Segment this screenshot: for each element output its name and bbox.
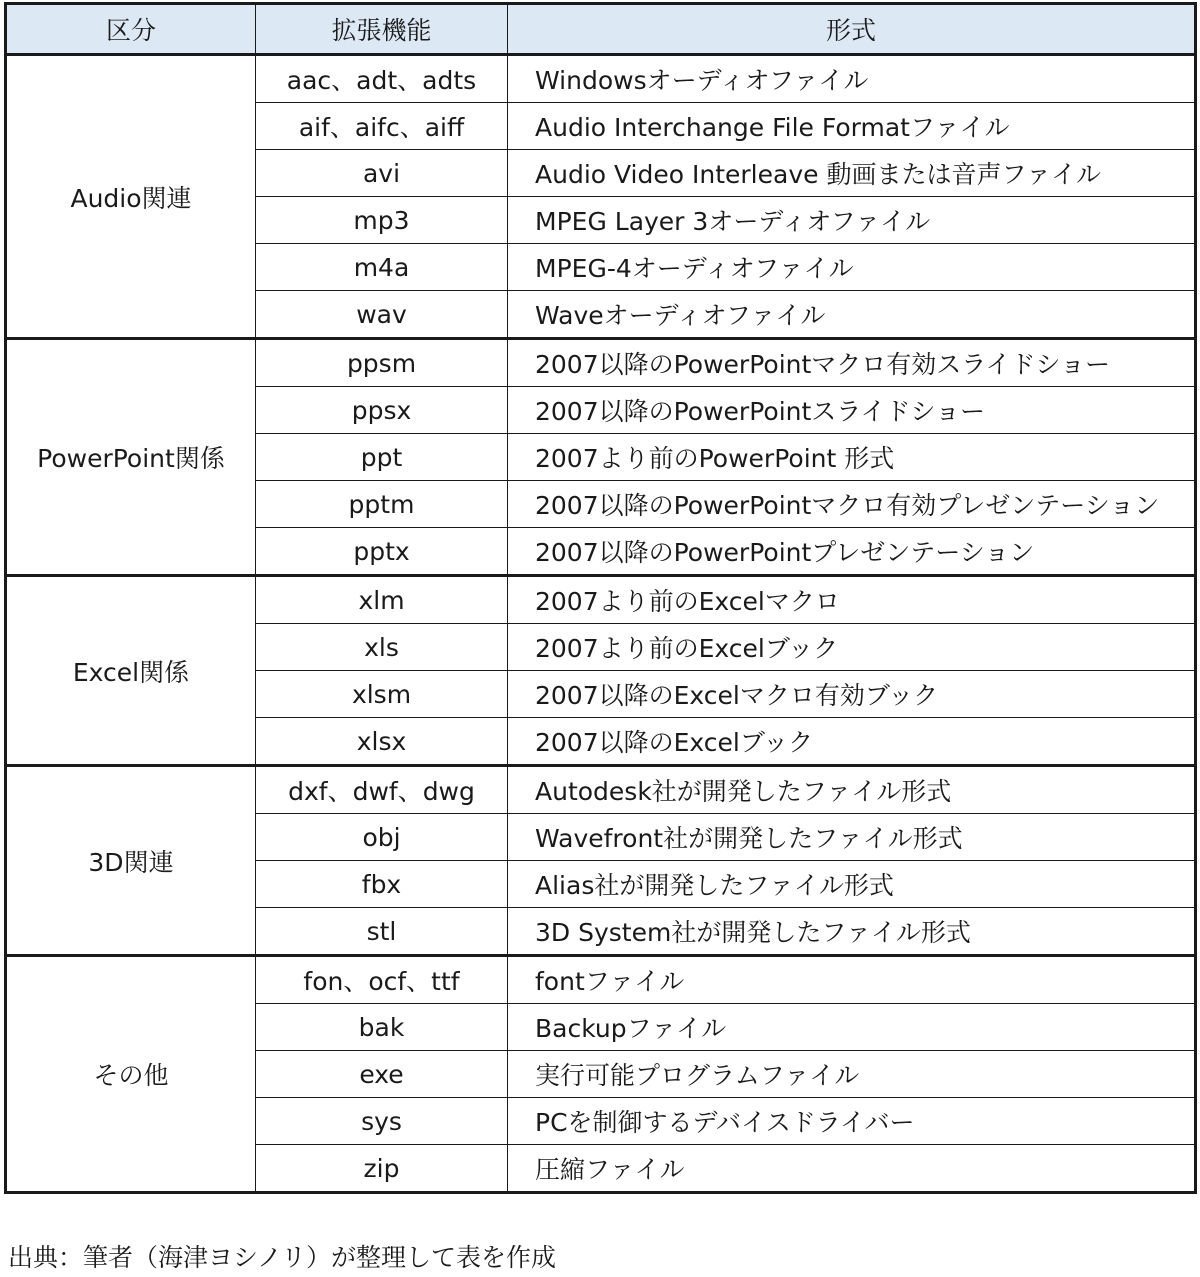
header-extension: 拡張機能 <box>256 4 508 55</box>
format-cell: MPEG Layer 3オーディオファイル <box>508 197 1196 244</box>
extension-cell: bak <box>256 1004 508 1051</box>
format-cell: MPEG-4オーディオファイル <box>508 244 1196 291</box>
format-cell: 2007以降のPowerPointマクロ有効スライドショー <box>508 339 1196 387</box>
category-cell: Excel関係 <box>6 576 256 766</box>
format-cell: 圧縮ファイル <box>508 1145 1196 1193</box>
extension-cell: xlsx <box>256 718 508 766</box>
format-cell: Backupファイル <box>508 1004 1196 1051</box>
format-cell: 2007より前のExcelブック <box>508 624 1196 671</box>
format-cell: 2007以降のPowerPointスライドショー <box>508 387 1196 434</box>
header-row <box>6 4 1196 55</box>
extension-cell: exe <box>256 1051 508 1098</box>
format-cell: Alias社が開発したファイル形式 <box>508 861 1196 908</box>
table-row <box>6 339 1196 387</box>
extension-cell: xls <box>256 624 508 671</box>
category-cell: PowerPoint関係 <box>6 339 256 576</box>
extension-cell: ppsx <box>256 387 508 434</box>
extension-cell: wav <box>256 291 508 339</box>
format-cell: Audio Video Interleave 動画または音声ファイル <box>508 150 1196 197</box>
extension-cell: sys <box>256 1098 508 1145</box>
header-category: 区分 <box>6 4 256 55</box>
format-cell: 2007以降のPowerPointプレゼンテーション <box>508 528 1196 576</box>
format-cell: Audio Interchange File Formatファイル <box>508 103 1196 150</box>
extension-cell: ppsm <box>256 339 508 387</box>
header-format: 形式 <box>508 4 1196 55</box>
file-extension-table <box>4 2 1197 1194</box>
extension-cell: fon、ocf、ttf <box>256 956 508 1004</box>
extension-cell: ppt <box>256 434 508 481</box>
extension-cell: obj <box>256 814 508 861</box>
format-cell: Waveオーディオファイル <box>508 291 1196 339</box>
category-cell: その他 <box>6 956 256 1193</box>
extension-cell: fbx <box>256 861 508 908</box>
extension-cell: zip <box>256 1145 508 1193</box>
format-cell: 2007以降のPowerPointマクロ有効プレゼンテーション <box>508 481 1196 528</box>
extension-cell: dxf、dwf、dwg <box>256 766 508 814</box>
format-cell: Autodesk社が開発したファイル形式 <box>508 766 1196 814</box>
extension-cell: avi <box>256 150 508 197</box>
format-cell: 2007より前のExcelマクロ <box>508 576 1196 624</box>
extension-cell: m4a <box>256 244 508 291</box>
extension-cell: pptm <box>256 481 508 528</box>
extension-cell: stl <box>256 908 508 956</box>
table-row <box>6 766 1196 814</box>
table-header <box>6 4 1196 55</box>
format-cell: 2007より前のPowerPoint 形式 <box>508 434 1196 481</box>
table-body <box>6 55 1196 1193</box>
category-cell: Audio関連 <box>6 55 256 339</box>
format-cell: Wavefront社が開発したファイル形式 <box>508 814 1196 861</box>
format-cell: fontファイル <box>508 956 1196 1004</box>
extension-cell: mp3 <box>256 197 508 244</box>
source-note: 出典：筆者（海津ヨシノリ）が整理して表を作成 <box>8 1243 557 1272</box>
format-cell: 3D System社が開発したファイル形式 <box>508 908 1196 956</box>
extension-cell: xlm <box>256 576 508 624</box>
format-cell: Windowsオーディオファイル <box>508 55 1196 103</box>
format-cell: PCを制御するデバイスドライバー <box>508 1098 1196 1145</box>
category-cell: 3D関連 <box>6 766 256 956</box>
table-row <box>6 55 1196 103</box>
extension-cell: aif、aifc、aiff <box>256 103 508 150</box>
format-cell: 2007以降のExcelブック <box>508 718 1196 766</box>
extension-cell: xlsm <box>256 671 508 718</box>
extension-cell: pptx <box>256 528 508 576</box>
table-row <box>6 956 1196 1004</box>
format-cell: 実行可能プログラムファイル <box>508 1051 1196 1098</box>
format-cell: 2007以降のExcelマクロ有効ブック <box>508 671 1196 718</box>
extension-cell: aac、adt、adts <box>256 55 508 103</box>
table-row <box>6 576 1196 624</box>
file-extension-table-wrapper <box>4 2 1194 1194</box>
